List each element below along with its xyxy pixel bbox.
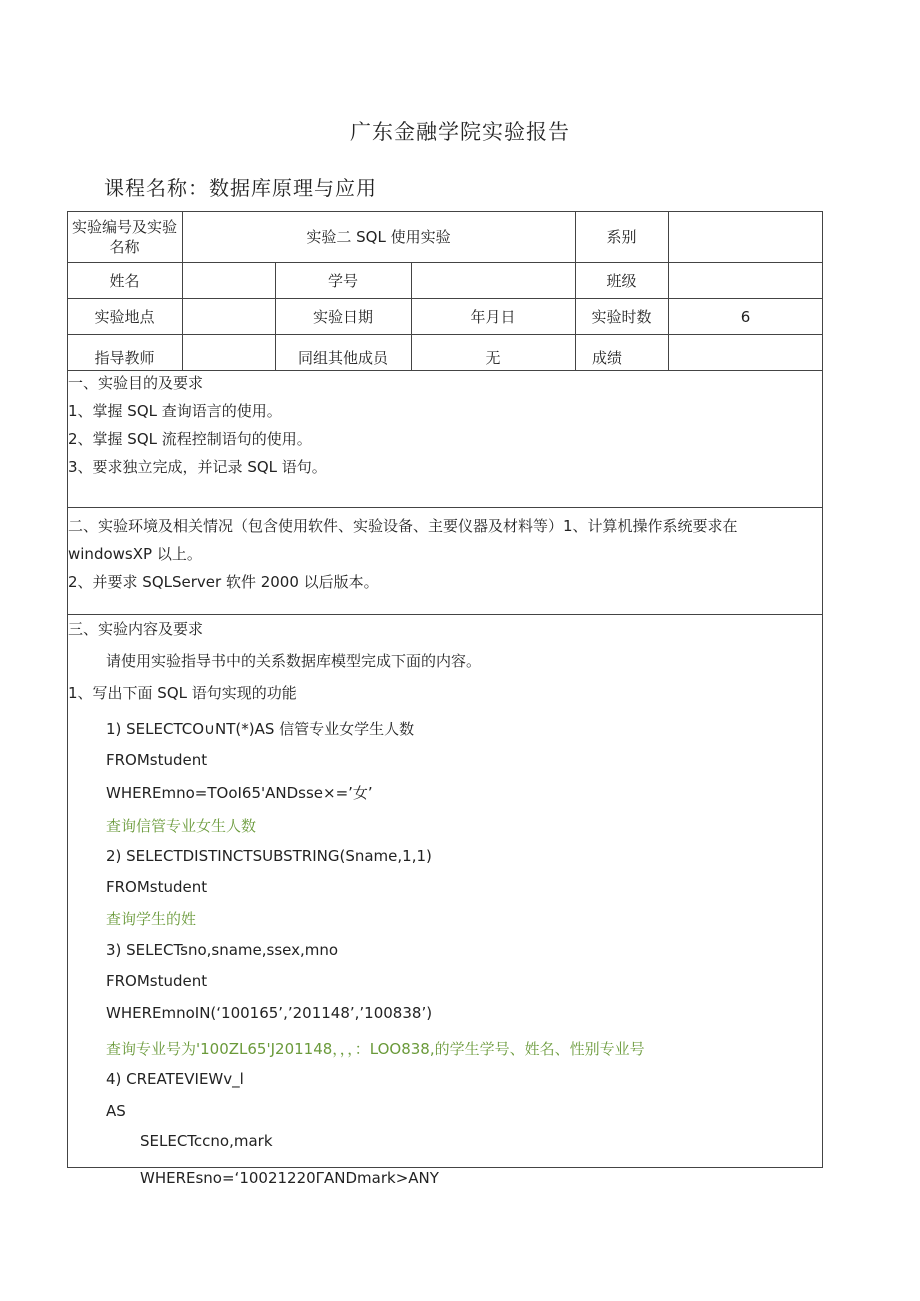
student-id-value	[411, 263, 575, 298]
course-value: 数据库原理与应用	[209, 176, 377, 200]
section2-line-1: 二、实验环境及相关情况（包含使用软件、实验设备、主要仪器及材料等）1、计算机操作系统要求在	[68, 517, 738, 535]
dept-label: 系别	[606, 228, 637, 246]
q1-line-1: 1) SELECTCO∪NT(*)AS 信管专业女学生人数	[106, 720, 415, 738]
place-label: 实验地点	[94, 307, 155, 326]
section1-item-2: 2、掌握 SQL 流程控制语句的使用。	[68, 430, 312, 448]
section2-line-2: windowsXP 以上。	[68, 545, 202, 563]
members-value: 无	[485, 349, 501, 367]
q4-line-3: SELECTccno,mark	[140, 1132, 273, 1150]
name-label: 姓名	[109, 271, 140, 290]
q2-line-2: FROMstudent	[106, 878, 208, 896]
q4-line-2: AS	[106, 1102, 126, 1120]
section1-item-1: 1、掌握 SQL 查询语言的使用。	[68, 402, 282, 420]
section1-item-3: 3、要求独立完成，并记录 SQL 语句。	[68, 458, 327, 476]
grade-label: 成绩	[591, 349, 622, 367]
teacher-label: 指导教师	[94, 349, 155, 367]
q3-line-3: WHEREmnoIN(‘100165’,’201148’,’100838’)	[106, 1004, 433, 1022]
class-label: 班级	[606, 271, 637, 290]
q2-answer: 查询学生的姓	[106, 910, 197, 928]
q1-answer: 查询信管专业女生人数	[106, 817, 257, 835]
section1-heading: 一、实验目的及要求	[68, 374, 204, 392]
dept-value	[668, 212, 823, 262]
members-label: 同组其他成员	[297, 349, 388, 367]
date-value: 年月日	[470, 307, 516, 326]
hours-value: 6	[740, 307, 751, 326]
exp-value: 实验二 SQL 使用实验	[306, 228, 451, 246]
q4-line-4: WHEREsno=‘10021220ΓANDmark>ANY	[140, 1169, 439, 1187]
class-value	[668, 263, 823, 298]
section3-task: 1、写出下面 SQL 语句实现的功能	[68, 684, 297, 702]
date-label: 实验日期	[312, 307, 373, 326]
course-name	[104, 172, 377, 201]
section3-intro: 请使用实验指导书中的关系数据库模型完成下面的内容。	[106, 652, 482, 670]
hours-label: 实验时数	[591, 307, 652, 326]
course-label: 课程名称：	[104, 176, 209, 200]
q3-answer: 查询专业号为'100ZL65'J201148，，，：LOO838,的学生学号、姓名、性别专业号	[106, 1040, 645, 1058]
q2-line-1: 2) SELECTDISTINCTSUBSTRING(Sname,1,1)	[106, 847, 432, 865]
place-value	[182, 299, 275, 334]
report-title: 广东金融学院实验报告	[350, 120, 570, 144]
teacher-value	[182, 343, 275, 373]
exp-label: 实验编号及实验名称	[71, 218, 177, 256]
q3-line-1: 3) SELECTsno,sname,ssex,mno	[106, 941, 339, 959]
q1-line-2: FROMstudent	[106, 751, 208, 769]
student-id-label: 学号	[327, 271, 358, 290]
section3-heading: 三、实验内容及要求	[68, 620, 204, 638]
q3-line-2: FROMstudent	[106, 972, 208, 990]
grade-value	[668, 343, 823, 373]
q4-line-1: 4) CREATEVIEWv_l	[106, 1070, 244, 1088]
q1-line-3: WHEREmno=TOoI65'ANDsse×=’女’	[106, 784, 373, 802]
name-value	[182, 263, 275, 298]
section2-line-3: 2、并要求 SQLServer 软件 2000 以后版本。	[68, 573, 379, 591]
